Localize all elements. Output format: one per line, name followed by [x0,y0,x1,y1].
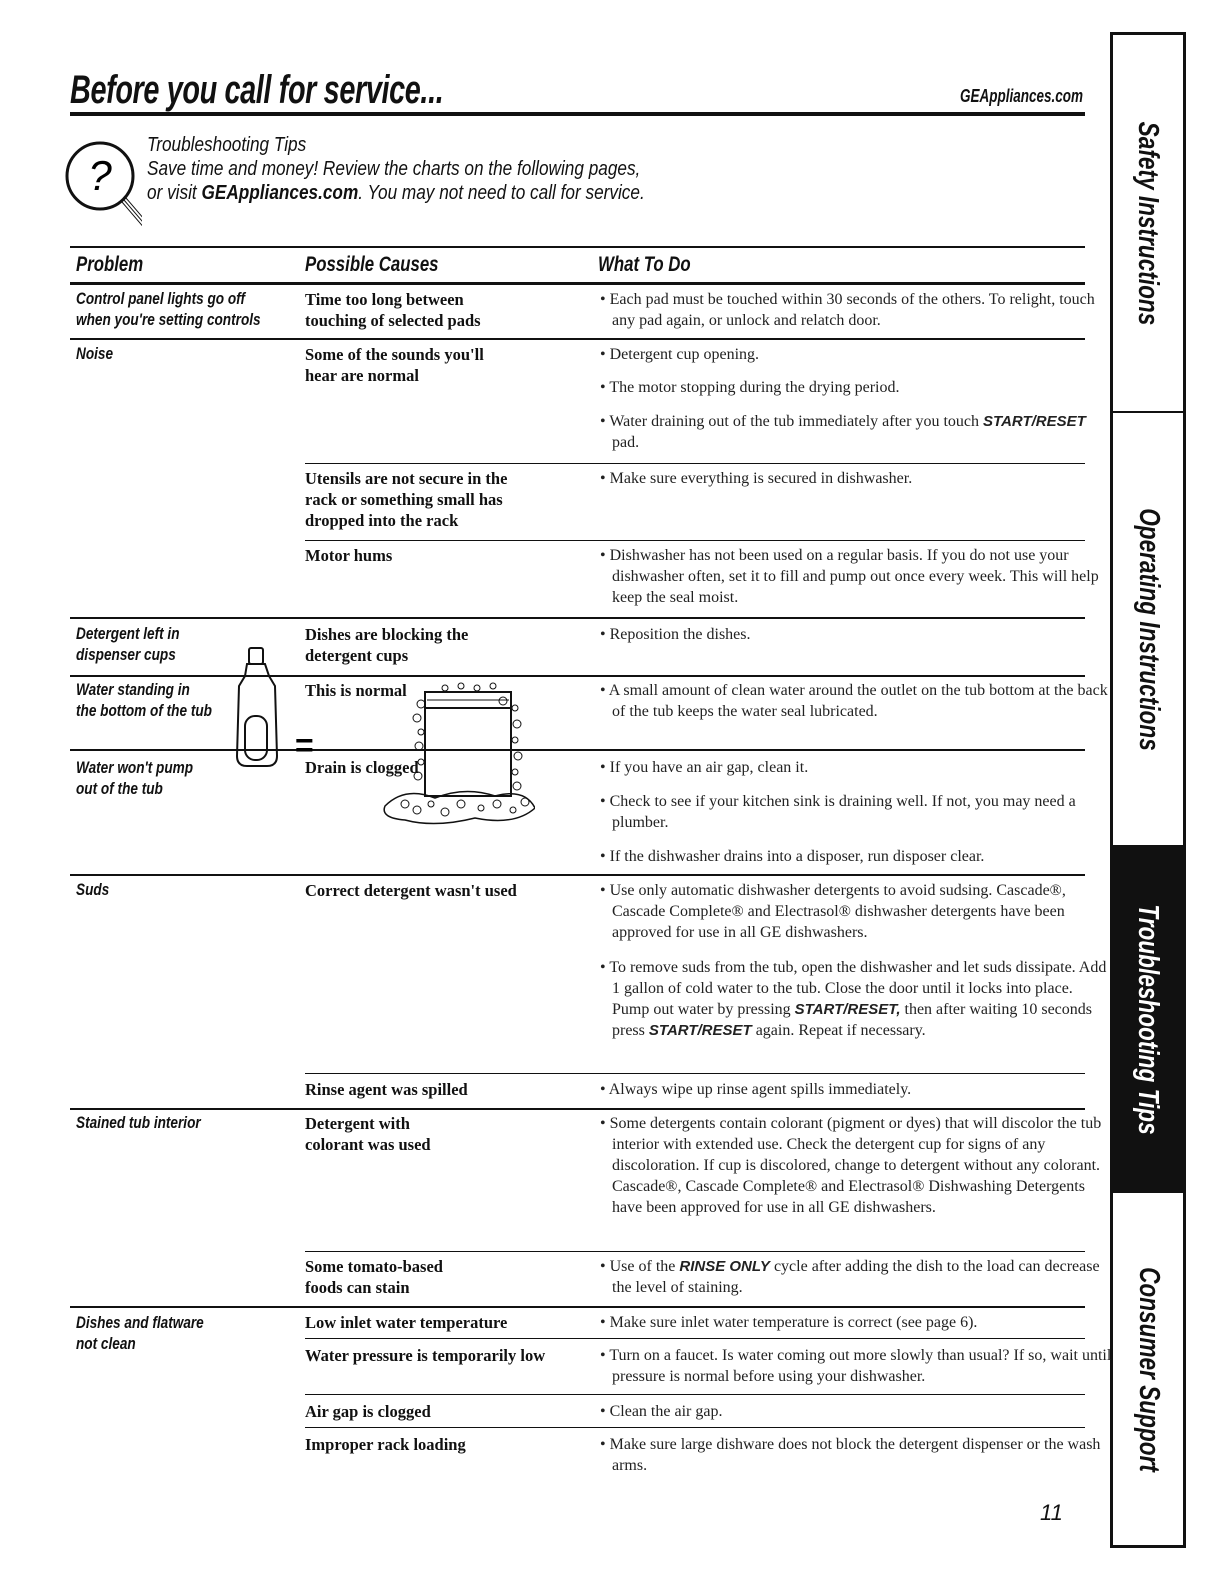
rinse-only-key: RINSE ONLY [679,1258,770,1275]
todo-item: • Clean the air gap. [600,1403,723,1420]
title-rule [70,112,1085,116]
equals-sign: = [295,727,314,763]
problem-text: Dishes and flatware not clean [76,1313,204,1353]
cause-text: This is normal [305,681,407,700]
row-rule [70,617,1085,619]
todo-item: • Make sure large dishware does not block the detergent dispenser or the wash arms. [600,1436,1101,1474]
cause-rule [305,1251,1085,1252]
row-rule [70,749,1085,751]
dishwasher-suds-icon [384,683,535,824]
tips-text-line: Save time and money! Review the charts on the following pages, [147,158,641,180]
todo-item: • Always wipe up rinse agent spills immediately. [600,1081,912,1098]
cause-text: Utensils are not secure in the rack or something small has dropped into the rack [305,469,508,530]
todo-item: • Some detergents contain colorant (pigment or dyes) that will discolor the tub interior with extended use. Check the detergent cup for signs of any discoloration. If cup is discolored, change to detergent without any colorant. Cascade®, Cascade Complete® and Electrasol® Dishwashing Detergents have been approved for use in all GE dishwashers. [600,1115,1102,1216]
cause-text: Air gap is clogged [305,1402,431,1421]
todo-item: • Reposition the dishes. [600,626,751,643]
todo-item: • Make sure inlet water temperature is correct (see page 6). [600,1314,978,1331]
todo-item: • Make sure everything is secured in dishwasher. [600,470,913,487]
problem-text: Water won't pump out of the tub [76,758,194,798]
website-link[interactable]: GEAppliances.com [201,182,359,204]
cause-text: Rinse agent was spilled [305,1080,468,1099]
todo-item: • Detergent cup opening. [600,346,760,363]
cause-rule [305,1427,1085,1428]
todo-item: • If the dishwasher drains into a disposer, run disposer clear. [600,848,985,865]
todo-item: • Dishwasher has not been used on a regular basis. If you do not use your dishwasher often, set it to fill and pump out once every week. This will help keep the seal moist. [600,547,1099,606]
detergent-bottle-icon [237,648,277,766]
header-rule [70,282,1085,285]
svg-text:?: ? [88,152,112,199]
todo-item: • If you have an air gap, clean it. [600,759,809,776]
row-rule [70,1306,1085,1308]
cause-text: Drain is clogged [305,758,419,777]
tab-safety-instructions[interactable]: Safety Instructions [1113,35,1183,413]
website-label: GEAppliances.com [959,86,1083,106]
section-tabs [1110,32,1186,1548]
problem-text: Suds [76,880,110,899]
cause-rule [305,1394,1085,1395]
cause-text: Improper rack loading [305,1435,466,1454]
todo-item: • A small amount of clean water around the outlet on the tub bottom at the back of the tub keeps the water seal lubricated. [600,682,1108,720]
start-reset-key: START/RESET [983,413,1086,430]
cause-text: Water pressure is temporarily low [305,1346,546,1365]
row-rule [70,338,1085,340]
cause-text: Detergent with colorant was used [305,1114,431,1154]
question-mark-icon [62,138,142,248]
tips-heading: Troubleshooting Tips [147,134,307,156]
todo-item: • The motor stopping during the drying period. [600,379,900,396]
tab-operating-instructions[interactable]: Operating Instructions [1113,413,1183,847]
todo-item: • To remove suds from the tub, open the dishwasher and let suds dissipate. Add 1 gallon of cold water to the tub. Close the door until it locks into place. Pump out water by pressing START/RESET, then after waiting 10 seconds press START/RESET again. Repeat if necessary. [600,959,1107,1039]
todo-item: • Use of the RINSE ONLY cycle after adding the dish to the load can decrease the level of staining. [600,1258,1100,1296]
cause-text: Motor hums [305,546,393,565]
row-rule [70,874,1085,876]
cause-rule [305,540,1085,541]
column-header-causes: Possible Causes [305,253,439,276]
problem-text: Water standing in the bottom of the tub [76,680,212,720]
problem-text: Detergent left in dispenser cups [76,624,180,664]
cause-text: Some tomato-based foods can stain [305,1257,443,1297]
problem-text: Noise [76,344,114,363]
column-header-what-to-do: What To Do [598,253,691,276]
problem-text: Stained tub interior [76,1113,201,1132]
cause-text: Time too long between touching of selected pads [305,290,481,330]
todo-item: • Check to see if your kitchen sink is draining well. If not, you may need a plumber. [600,793,1076,831]
table-top-rule [70,246,1085,248]
cause-text: Correct detergent wasn't used [305,881,517,900]
cause-rule [305,1073,1085,1074]
row-rule [70,675,1085,677]
start-reset-key: START/RESET, [794,1001,901,1018]
column-header-problem: Problem [76,253,144,276]
todo-item: • Use only automatic dishwasher detergents to avoid sudsing. Cascade®, Cascade Complete® and Electrasol® dishwasher detergents have been approved for use in all GE dishwashers. [600,882,1066,941]
cause-text: Some of the sounds you'll hear are normal [305,345,484,385]
tips-text-line: or visit GEAppliances.com. You may not need to call for service. [147,182,645,204]
cause-rule [305,463,1085,464]
tab-troubleshooting-tips[interactable]: Troubleshooting Tips [1113,847,1183,1193]
cause-text: Low inlet water temperature [305,1313,508,1332]
todo-item: • Water draining out of the tub immediately after you touch START/RESET pad. [600,413,1086,451]
problem-text: Control panel lights go off when you're setting controls [76,289,261,329]
todo-item: • Turn on a faucet. Is water coming out more slowly than usual? If so, wait until pressure is normal before using your dishwasher. [600,1347,1112,1385]
row-rule [70,1108,1085,1110]
cause-rule [305,1338,1085,1339]
page-title: Before you call for service... [70,68,444,112]
page-number: 11 [1040,1500,1063,1525]
start-reset-key: START/RESET [648,1022,752,1039]
tab-consumer-support[interactable]: Consumer Support [1132,1266,1165,1472]
todo-item: • Each pad must be touched within 30 seconds of the others. To relight, touch any pad again, or unlock and relatch door. [600,291,1095,329]
detergent-bottle-equals-suds-dishwasher-icon [235,646,535,826]
cause-text: Dishes are blocking the detergent cups [305,625,469,665]
